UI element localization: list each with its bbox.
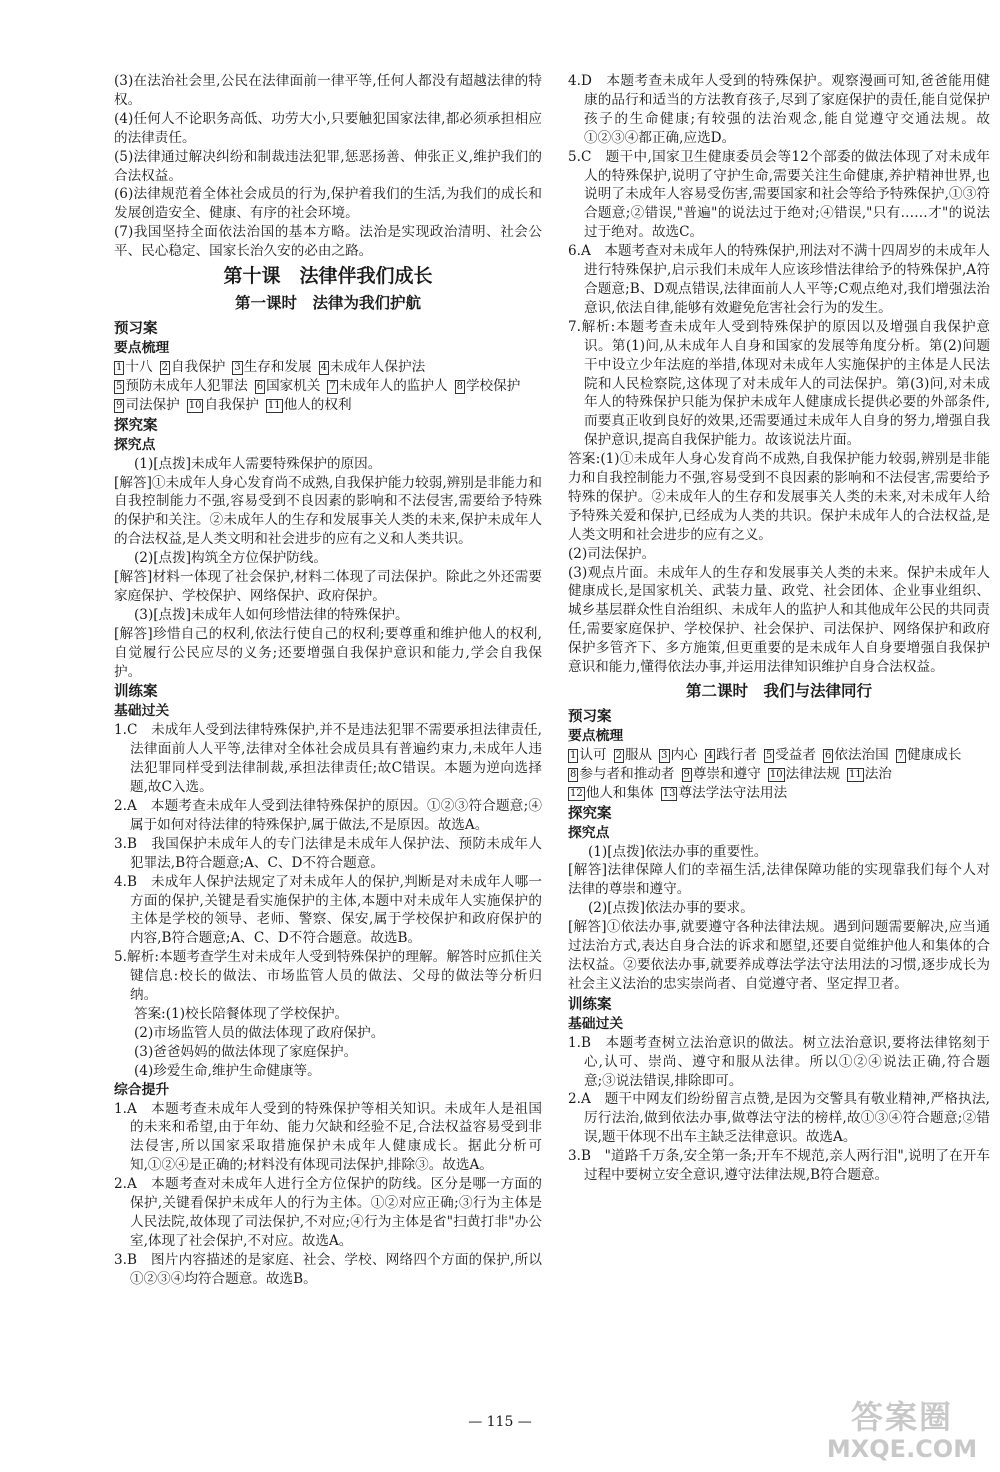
answer-item: 5.解析:本题考查学生对未成年人受到特殊保护的理解。解答时应抓住关键信息:校长的做法、市场监管人员的做法、父母的做法等分析归纳。 (114, 949, 542, 1004)
term-item (114, 377, 248, 396)
term-number-box: 7 (897, 749, 905, 761)
key-points-heading: 要点梳理 (568, 728, 624, 744)
term-item (568, 765, 675, 784)
term-text: 生存和发展 (243, 358, 312, 375)
explore-point-heading: 探究点 (568, 824, 610, 841)
key-terms-list (568, 746, 990, 803)
term-number-box: 5 (116, 380, 123, 392)
term-item (255, 377, 321, 396)
term-number-box: 4 (320, 361, 328, 373)
explore-item: [解答]①未成年人身心发育尚不成熟,自我保护能力较弱,辨别是非能力和自我控制能力不强,容易受到不良因素的影响和不法侵害,需要给予特殊的保护和关注。②未成年人的生存和发展事关人类的未来,保护未成年人的合法权益,是人类文明和社会进步的应有之义和人类共识。 (114, 474, 542, 548)
explore-item: [解答]珍惜自己的权利,依法行使自己的权利;要尊重和维护他人的权利,自觉履行公民应尽的义务;还要增强自我保护意识和能力,学会自我保护。 (114, 625, 542, 680)
explore-item: [解答]法律保障人们的幸福生活,法律保障功能的实现靠我们每个人对法律的尊崇和遵守。 (568, 862, 990, 898)
answer-item: (2)市场监管人员的做法体现了政府保护。 (134, 1024, 385, 1041)
period-title: 第二课时 我们与法律同行 (685, 681, 872, 700)
term-item (568, 746, 607, 765)
answer-item: 2.A 本题考查对未成年人进行全方位保护的防线。区分是哪一方面的保护,关键看保护未成年人的行为主体。①②对应正确;③行为主体是人民法院,故体现了司法保护,不对应;④行为主体是省"扫黄打非"办公室,体现了社会保护,不对应。故选A。 (114, 1176, 542, 1249)
explore-item: (3)[点拨]未成年人如何珍惜法律的特殊保护。 (134, 606, 409, 623)
basic-heading: 基础过关 (568, 1015, 624, 1032)
explore-item: [解答]①依法办事,就要遵守各种法律法规。遇到问题需要解决,应当通过法治方式,表达自身合法的诉求和愿望,还要自觉维护他人和集体的合法权益。②要依法办事,就要养成尊法学法守法用法的习惯,逐步成长为社会主义法治的忠实崇尚者、自觉遵守者、坚定捍卫者。 (568, 919, 990, 992)
term-text: 司法保护 (125, 396, 180, 413)
term-item (764, 746, 816, 765)
answer-item: 5.C 题干中,国家卫生健康委员会等12个部委的做法体现了对未成年人的特殊保护,说明了守护生命,需要关注生命健康,养护精神世界,也说明了未成年人容易受伤害,需要国家和社会等给予特殊保护,①③符合题意;②错误,"普遍"的说法过于绝对;④错误,"只有……才"的说法过于绝对。故选C。 (568, 148, 990, 241)
answer-item: (3)观点片面。未成年人的生存和发展事关人类的未来。保护未成年人健康成长,是国家机关、武装力量、政党、社会团体、企业事业组织、城乡基层群众性自治组织、未成年人的监护人和其他成年公民的共同责任,需要家庭保护、学校保护、社会保护、司法保护、网络保护和政府保护多管齐下、多方施策,但更重要的是未成年人自身要增强自我保护意识和能力,懂得依法办事,并运用法律知识维护自身合法权益。 (568, 564, 990, 676)
key-points-heading: 要点梳理 (114, 340, 170, 357)
answer-item: 6.A 本题考查对未成年人的特殊保护,刑法对不满十四周岁的未成年人进行特殊保护,启示我们未成年人应该珍惜法律给予的特殊保护,A符合题意;B、D观点错误,法律面前人人平等;C观点绝对,我们增强法治意识,依法自律,能够有效避免危害社会行为的发生。 (568, 243, 990, 316)
answer-item: (4)珍爱生命,维护生命健康等。 (134, 1062, 321, 1079)
page-number: — 115 — (468, 1414, 532, 1430)
term-number-box: 12 (570, 787, 583, 799)
term-text: 预防未成年人犯罪法 (125, 377, 248, 394)
right-column (568, 72, 990, 1185)
term-text: 未成年人保护法 (330, 358, 426, 375)
period-title: 第一课时 法律为我们护航 (234, 293, 421, 313)
term-number-box: 13 (662, 787, 676, 799)
term-number-box: 11 (267, 399, 281, 411)
term-text: 学校保护 (465, 377, 521, 394)
term-item (455, 377, 521, 396)
term-number-box: 1 (116, 361, 123, 373)
term-item (327, 377, 447, 396)
answer-item: 1.A 本题考查未成年人受到的特殊保护等相关知识。未成年人是祖国的未来和希望,由于年幼、能力欠缺和经验不足,合法权益容易受到非法侵害,所以国家采取措施保护未成年人健康成长。据此分析可知,①②④是正确的;材料没有体现司法保护,排除③。故选A。 (114, 1100, 542, 1174)
paragraph: (6)法律规范着全体社会成员的行为,保护着我们的生活,为我们的成长和发展创造安全、健康、有序的社会环境。 (114, 186, 542, 222)
term-number-box: 9 (116, 399, 123, 411)
term-number-box: 6 (825, 749, 832, 761)
term-text: 法律法规 (785, 765, 840, 782)
term-number-box: 5 (765, 749, 773, 761)
explore-item: (1)[点拨]未成年人需要特殊保护的原因。 (134, 455, 382, 472)
section-heading-training: 训练案 (114, 683, 158, 701)
term-item (187, 396, 259, 415)
term-number-box: 8 (456, 380, 463, 392)
term-text: 受益者 (775, 746, 816, 763)
term-number-box: 4 (706, 749, 714, 761)
answer-item: (3)爸爸妈妈的做法体现了家庭保护。 (134, 1043, 358, 1060)
term-text: 法治 (864, 765, 892, 782)
term-text: 尊法学法守法用法 (678, 784, 788, 801)
term-number-box: 8 (570, 768, 577, 780)
watermark-text-en: MXQE.COM (826, 1435, 978, 1463)
comprehensive-heading: 综合提升 (114, 1081, 170, 1098)
paragraph: (3)在法治社会里,公民在法律面前一律平等,任何人都没有超越法律的特权。 (114, 73, 542, 108)
paragraph: (7)我国坚持全面依法治国的基本方略。法治是实现政治清明、社会公平、民心稳定、国家长治久安的必由之路。 (114, 224, 542, 260)
term-text: 国家机关 (266, 377, 321, 394)
explore-item: (2)[点拨]构筑全方位保护防线。 (134, 550, 327, 567)
watermark-logo (826, 1398, 978, 1468)
answer-item: 4.D 本题考查未成年人受到的特殊保护。观察漫画可知,爸爸能用健康的品行和适当的方法教育孩子,尽到了家庭保护的责任,能自觉保护孩子的生命健康;有较强的法治观念,能自觉遵守交通法规。故①②③④都正确,应选D。 (568, 73, 990, 146)
answer-item: 4.B 未成年人保护法规定了对未成年人的保护,判断是对未成年人哪一方面的保护,关键是看实施保护的主体,本题中对未成年人实施保护的主体是学校的领导、老师、警察、保安,属于学校保护和政府保护的内容,B符合题意;A、C、D不符合题意。故选B。 (114, 873, 542, 947)
term-number-box: 7 (329, 380, 336, 392)
answer-item: 3.B "道路千万条,安全第一条;开车不规范,亲人两行泪",说明了在开车过程中要树立安全意识,遵守法律法规,B符合题意。 (568, 1148, 990, 1184)
term-text: 自我保护 (170, 358, 226, 375)
explore-point-heading: 探究点 (114, 436, 156, 453)
term-item (682, 765, 761, 784)
term-text: 认可 (579, 746, 607, 763)
answer-item: 1.B 本题考查树立法治意识的做法。树立法治意识,要将法律铭刻于心,认可、崇尚、遵守和服从法律。所以①②④说法正确,符合题意;③说法错误,排除即可。 (568, 1034, 990, 1089)
term-item (568, 784, 654, 803)
explore-item: (1)[点拨]依法办事的重要性。 (588, 843, 768, 860)
term-number-box: 1 (570, 749, 577, 761)
term-text: 十八 (125, 358, 153, 375)
answer-item: 答案:(1)校长陪餐体现了学校保护。 (134, 1005, 349, 1022)
term-text: 内心 (670, 746, 698, 763)
left-column (114, 72, 542, 1289)
section-heading-preview: 预习案 (114, 320, 158, 338)
term-item (661, 784, 787, 803)
term-text: 未成年人的监护人 (338, 377, 448, 394)
term-item (319, 358, 426, 377)
term-number-box: 10 (188, 399, 202, 411)
explore-item: (2)[点拨]依法办事的要求。 (588, 900, 754, 917)
term-text: 依法治国 (834, 746, 889, 763)
answer-item: 3.B 我国保护未成年人的专门法律是未成年人保护法、预防未成年人犯罪法,B符合题意;A、C、D不符合题意。 (114, 835, 542, 871)
term-item (232, 358, 311, 377)
term-item (659, 746, 698, 765)
term-number-box: 2 (161, 361, 168, 373)
answer-item: 2.A 本题考查未成年人受到法律特殊保护的原因。①②③符合题意;④属于如何对待法律的特殊保护,属于做法,不是原因。故选A。 (114, 798, 542, 833)
term-item (614, 746, 653, 765)
section-heading-explore: 探究案 (568, 804, 612, 822)
answer-item: (2)司法保护。 (568, 545, 656, 562)
term-text: 践行者 (716, 746, 757, 763)
term-text: 参与者和推动者 (579, 765, 675, 782)
term-item (768, 765, 840, 784)
paragraph: (5)法律通过解决纠纷和制裁违法犯罪,惩恶扬善、伸张正义,维护我们的合法权益。 (114, 148, 542, 184)
answer-item: 1.C 未成年人受到法律特殊保护,并不是违法犯罪不需要承担法律责任,法律面前人人平等,法律对全体社会成员具有普遍约束力,未成年人违法犯罪同样受到法律制裁,承担法律责任;故C错误。本题为逆向选择题,故C入选。 (114, 722, 542, 796)
term-number-box: 9 (683, 768, 690, 780)
term-text: 健康成长 (907, 746, 962, 763)
term-number-box: 10 (769, 768, 783, 780)
section-heading-training: 训练案 (568, 995, 612, 1013)
paragraph: (4)任何人不论职务高低、功劳大小,只要触犯国家法律,都必须承担相应的法律责任。 (114, 110, 542, 146)
term-number-box: 11 (848, 768, 862, 780)
key-terms-list (114, 358, 542, 415)
explore-item: [解答]材料一体现了社会保护,材料二体现了司法保护。除此之外还需要家庭保护、学校保护、网络保护、政府保护。 (114, 569, 542, 604)
term-number-box: 2 (615, 749, 622, 761)
term-item (896, 746, 962, 765)
term-text: 自我保护 (204, 396, 259, 413)
term-item (114, 396, 180, 415)
basic-heading: 基础过关 (114, 703, 170, 720)
watermark-text-cn: 答案圈 (850, 1398, 953, 1436)
term-number-box: 3 (234, 361, 241, 373)
lesson-title: 第十课 法律伴我们成长 (223, 265, 433, 288)
term-item (114, 358, 153, 377)
term-item (266, 396, 352, 415)
answer-item: 3.B 图片内容描述的是家庭、社会、学校、网络四个方面的保护,所以①②③④均符合题意。故选B。 (114, 1251, 542, 1287)
term-number-box: 6 (256, 380, 264, 392)
term-item (823, 746, 889, 765)
section-heading-preview: 预习案 (568, 708, 612, 725)
term-text: 他人和集体 (585, 784, 654, 801)
term-text: 服从 (624, 746, 653, 763)
term-item (847, 765, 892, 784)
answer-item: 2.A 题干中网友们纷纷留言点赞,是因为交警具有敬业精神,严格执法,厉行法治,做到依法办事,做尊法守法的榜样,故①③④符合题意;②错误,题干体现不出车主缺乏法律意识。故选A。 (568, 1091, 990, 1146)
answer-item: 7.解析:本题考查未成年人受到特殊保护的原因以及增强自我保护意识。第(1)问,从未成年人自身和国家的发展等角度分析。第(2)问题干中设立少年法庭的举措,体现对未成年人实施保护的主体是人民法院和人民检察院,这体现了对未成年人的司法保护。第(3)问,对未成年人的特殊保护只能为保护未成年人健康成长提供必要的外部条件,而要真正收到良好的效果,还需要通过未成年人自身的努力,增强自我保护意识,提高自我保护能力。故该说法片面。 (568, 318, 990, 449)
term-item (705, 746, 757, 765)
term-item (160, 358, 226, 377)
term-number-box: 3 (661, 749, 668, 761)
answer-item: 答案:(1)①未成年人身心发育尚不成熟,自我保护能力较弱,辨别是非能力和自我控制能力不强,容易受到不良因素的影响和不法侵害,需要给予特殊的保护。②未成年人的生存和发展事关人类的未来,对未成年人给予特殊关爱和保护,已经成为人类的共识。保护未成年人的合法权益,是人类文明和社会进步的应有之义。 (568, 451, 990, 543)
section-heading-explore: 探究案 (114, 416, 158, 434)
term-text: 他人的权利 (283, 396, 352, 413)
term-text: 尊崇和遵守 (692, 765, 761, 782)
